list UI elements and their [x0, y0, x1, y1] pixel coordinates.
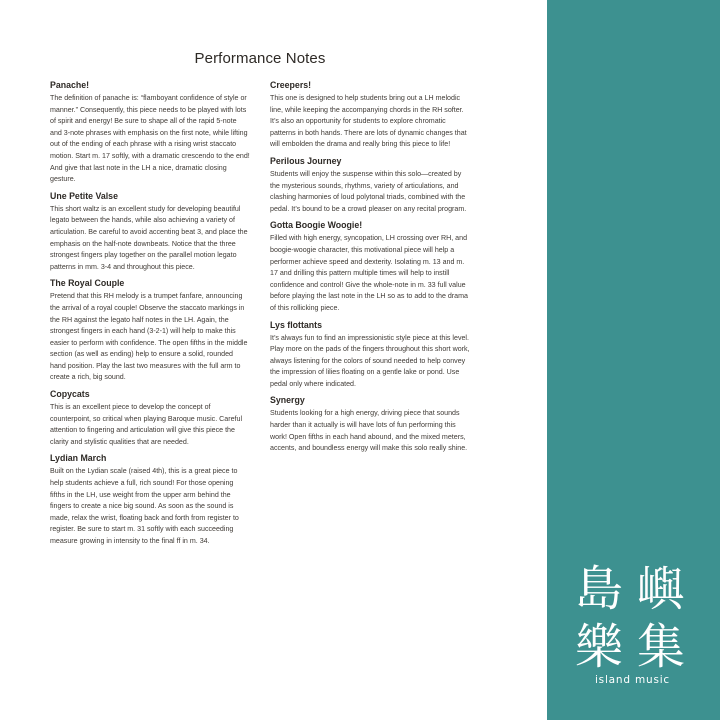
- section-heading: Lys flottants: [270, 319, 322, 330]
- logo-char: 島: [574, 561, 623, 617]
- left-column: [50, 80, 250, 553]
- section-heading: Une Petite Valse: [50, 190, 118, 201]
- note-section: [270, 220, 470, 314]
- section-body: Pretend that this RH melody is a trumpet fanfare, announcing the arrival of a royal couple! Observe the staccato markings in the RH against the legato half notes in the LH. Again, the strongest fingers in each hand (3-2-1) will help to make this easier to perform with confidence. The open fifths in the middle section (as well as ending) help to ensure a solid, rounded hand position. Play the last two measures with the full arm to create a rich, big sound.: [50, 292, 248, 382]
- note-section: [50, 80, 250, 186]
- section-body: This short waltz is an excellent study for developing beautiful legato between the hands, while also achieving a variety of articulation. Be careful to avoid accenting beat 3, and place the emphasis on the half-note downbeats. Notice that the three strongest fingers play together on the parallel motion legato patterns in mm. 3-4 and throughout this piece.: [50, 204, 248, 271]
- section-heading: Gotta Boogie Woogie!: [270, 220, 363, 231]
- section-body: The definition of panache is: “flamboyant confidence of style or manner.” Consequently, this piece needs to be played with lots of spirit and energy! Be sure to shape all of the rapid 5-note and 3-note phrases with emphasis on the first note, while lifting out of the ending of each phrase with a rising wrist staccato motion. Start m. 17 softly, with a dramatic crescendo to the end! And give that last note in the LH a nice, dramatic closing gesture.: [50, 94, 250, 184]
- note-section: [270, 80, 470, 151]
- logo-tagline: island music: [594, 674, 671, 686]
- section-body: Filled with high energy, syncopation, LH crossing over RH, and boogie-woogie character, this motivational piece will help a performer achieve speed and dexterity. Isolating m. 13 and m. 17 and drilling this pattern multiple times will help to instill confidence and control! Give the whole-note in m. 33 full value before playing the last note in the LH so as to add to the drama of this rollicking piece.: [270, 234, 468, 312]
- section-heading: Perilous Journey: [270, 155, 342, 166]
- section-body: Students looking for a high energy, driving piece that sounds harder than it actually is will have lots of fun performing this work! Open fifths in each hand abound, and the mixed meters, accents, and boundless energy will make this solo really shine.: [270, 409, 468, 453]
- note-section: [50, 453, 250, 547]
- section-heading: Copycats: [50, 389, 90, 400]
- section-heading: Panache!: [50, 80, 90, 90]
- note-section: [50, 191, 250, 274]
- section-body: This is an excellent piece to develop the concept of counterpoint, so critical when playing Baroque music. Careful attention to fingering and articulation will give this piece the clarity and stylistic qualities that are needed.: [50, 403, 243, 446]
- page-title: Performance Notes: [194, 50, 326, 67]
- section-heading: Lydian March: [50, 453, 107, 464]
- note-section: [50, 389, 250, 448]
- section-body: Students will enjoy the suspense within this solo—created by the mysterious sounds, rhythms, variety of articulations, and clashing harmonies of loud polytonal triads, combined with the pedal. It’s bound to be a crowd pleaser on any recital program.: [270, 169, 467, 213]
- section-body: Built on the Lydian scale (raised 4th), this is a great piece to help students achieve a full, rich sound! For those opening fifths in the LH, use weight from the upper arm behind the fingers to create a nice big sound. As soon as the sound is made, relax the wrist, floating back and forth from register to register. Be sure to start m. 31 softly with each succeeding measure growing in intensity to the final ff in m. 34.: [50, 467, 239, 545]
- section-heading: Synergy: [270, 395, 305, 406]
- logo-char: 嶼: [636, 561, 685, 617]
- section-heading: Creepers!: [270, 80, 312, 90]
- note-section: [50, 278, 250, 384]
- note-section: [270, 320, 470, 391]
- note-section: [270, 156, 470, 215]
- logo-char: 樂: [574, 619, 623, 675]
- section-body: It’s always fun to find an impressionistic style piece at this level. Play more on the pads of the fingers throughout this short work, always listening for the colors of sound needed to help convey the impression of lilies floating on a gentle lake or pond. Use pedal only where indicated.: [270, 333, 470, 388]
- section-body: This one is designed to help students bring out a LH melodic line, while keeping the accompanying chords in the RH softer. It’s also an opportunity for students to explore chromatic patterns in both hands. There are lots of dynamic changes that will embolden the drama and really bring this piece to life!: [270, 94, 467, 149]
- section-heading: The Royal Couple: [50, 278, 125, 289]
- right-column: [270, 80, 470, 460]
- island-music-logo: [570, 560, 700, 690]
- note-section: [270, 395, 470, 454]
- logo-char: 集: [636, 619, 685, 675]
